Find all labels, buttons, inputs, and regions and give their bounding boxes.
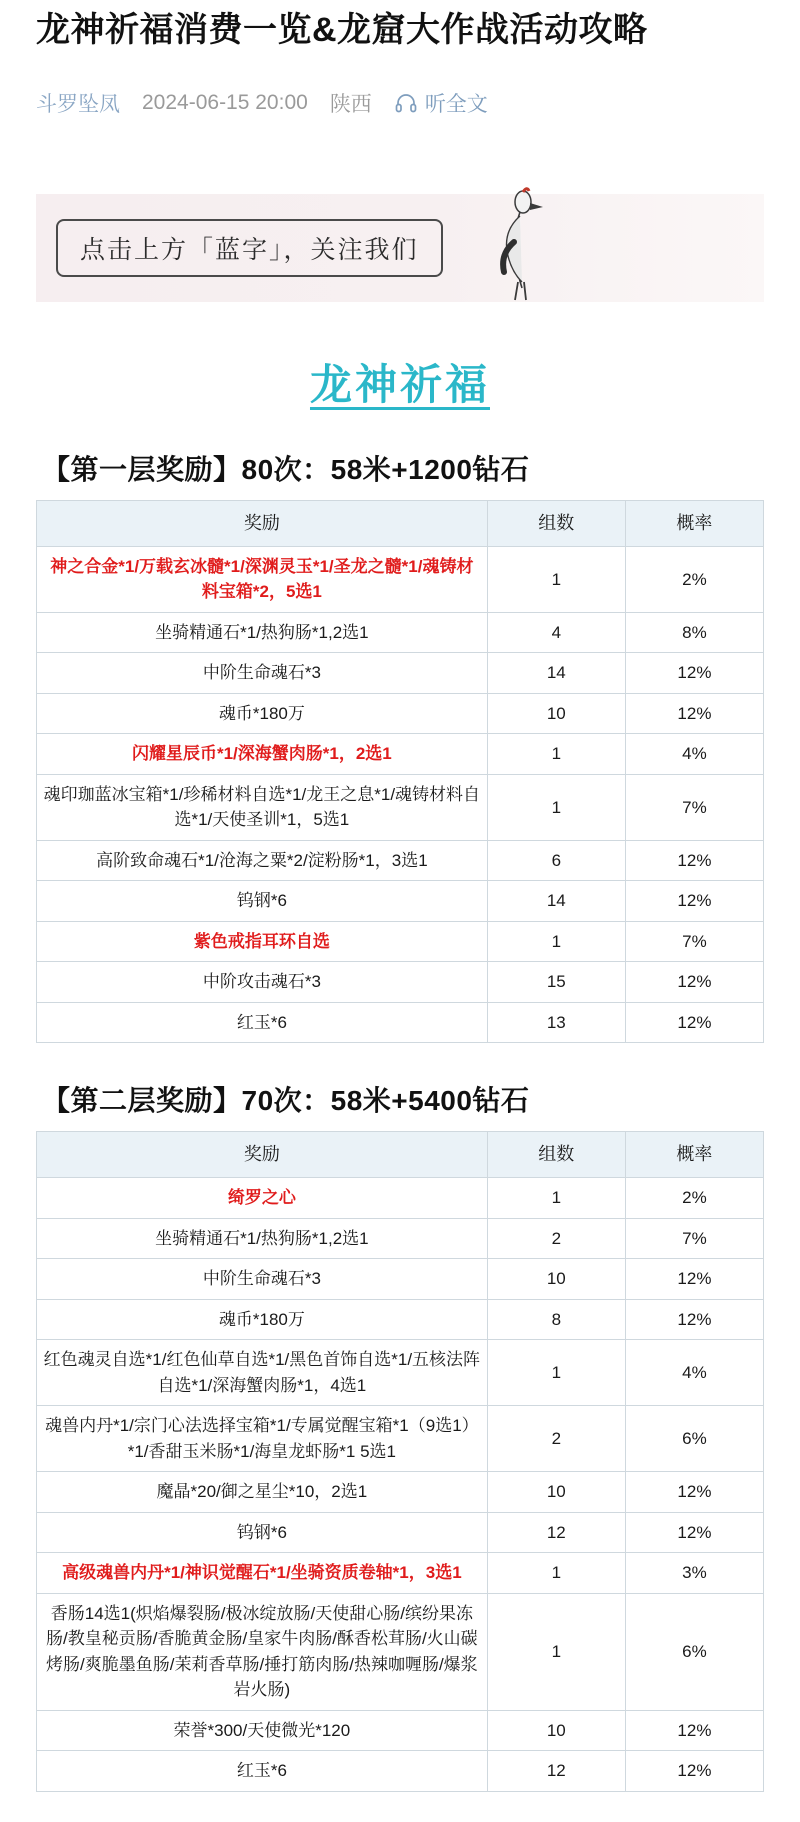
reward-cell: 红玉*6 (37, 1751, 488, 1792)
reward-cell: 高级魂兽内丹*1/神识觉醒石*1/坐骑资质卷轴*1，3选1 (37, 1553, 488, 1594)
tier-1-table (36, 500, 764, 1044)
table-row (37, 1340, 764, 1406)
groups-cell: 4 (487, 612, 625, 653)
rate-cell: 2% (625, 546, 763, 612)
groups-cell: 2 (487, 1218, 625, 1259)
author-name[interactable]: 斗罗坠凤 (36, 92, 120, 116)
reward-cell: 紫色戒指耳环自选 (37, 921, 488, 962)
groups-cell: 1 (487, 734, 625, 775)
column-header-reward: 奖励 (37, 500, 488, 546)
reward-cell: 钨钢*6 (37, 1512, 488, 1553)
groups-cell: 14 (487, 653, 625, 694)
table-row (37, 1593, 764, 1710)
groups-cell: 15 (487, 962, 625, 1003)
groups-cell: 12 (487, 1512, 625, 1553)
groups-cell: 10 (487, 693, 625, 734)
reward-cell: 魂币*180万 (37, 693, 488, 734)
groups-cell: 10 (487, 1710, 625, 1751)
rate-cell: 12% (625, 840, 763, 881)
reward-cell: 荣誉*300/天使微光*120 (37, 1710, 488, 1751)
table-row (37, 734, 764, 775)
groups-cell: 1 (487, 1178, 625, 1219)
table-row (37, 1178, 764, 1219)
tier-2-table (36, 1131, 764, 1792)
page-title: 龙神祈福消费一览&龙窟大作战活动攻略 (36, 11, 648, 49)
follow-us-banner[interactable] (36, 194, 764, 302)
groups-cell: 8 (487, 1299, 625, 1340)
reward-cell: 魂印珈蓝冰宝箱*1/珍稀材料自选*1/龙王之息*1/魂铸材料自选*1/天使圣训*1，5选1 (37, 774, 488, 840)
table-header-row (37, 500, 764, 546)
reward-cell: 魔晶*20/御之星尘*10，2选1 (37, 1472, 488, 1513)
groups-cell: 10 (487, 1259, 625, 1300)
tier-1-title: 【第一层奖励】80次：58米+1200钻石 (42, 453, 530, 485)
follow-us-text: 点击上方「蓝字」，关注我们 (56, 219, 443, 277)
table-row (37, 612, 764, 653)
reward-cell: 钨钢*6 (37, 881, 488, 922)
rate-cell: 7% (625, 774, 763, 840)
rate-cell: 7% (625, 1218, 763, 1259)
table-header-row (37, 1132, 764, 1178)
groups-cell: 1 (487, 1593, 625, 1710)
reward-cell: 闪耀星辰币*1/深海蟹肉肠*1，2选1 (37, 734, 488, 775)
article-page (0, 8, 800, 1822)
column-header-reward: 奖励 (37, 1132, 488, 1178)
table-row (37, 546, 764, 612)
reward-cell: 神之合金*1/万载玄冰髓*1/深渊灵玉*1/圣龙之髓*1/魂铸材料宝箱*2，5选1 (37, 546, 488, 612)
bottom-spacer (36, 1792, 764, 1822)
rate-cell: 12% (625, 1259, 763, 1300)
section-heading: 龙神祈福 (309, 360, 490, 408)
table-row (37, 693, 764, 734)
reward-cell: 坐骑精通石*1/热狗肠*1,2选1 (37, 1218, 488, 1259)
column-header-rate: 概率 (625, 1132, 763, 1178)
headphone-icon (394, 91, 418, 115)
reward-cell: 魂币*180万 (37, 1299, 488, 1340)
column-header-groups: 组数 (487, 1132, 625, 1178)
reward-cell: 高阶致命魂石*1/沧海之粟*2/淀粉肠*1，3选1 (37, 840, 488, 881)
table-row (37, 1299, 764, 1340)
rate-cell: 12% (625, 1002, 763, 1043)
rate-cell: 7% (625, 921, 763, 962)
rate-cell: 6% (625, 1406, 763, 1472)
rate-cell: 12% (625, 962, 763, 1003)
groups-cell: 2 (487, 1406, 625, 1472)
reward-cell: 绮罗之心 (37, 1178, 488, 1219)
groups-cell: 1 (487, 1553, 625, 1594)
publish-datetime: 2024-06-15 20:00 (142, 90, 308, 114)
reward-cell: 坐骑精通石*1/热狗肠*1,2选1 (37, 612, 488, 653)
rate-cell: 4% (625, 734, 763, 775)
listen-full-text-label: 听全文 (424, 92, 488, 116)
rate-cell: 12% (625, 653, 763, 694)
column-header-rate: 概率 (625, 500, 763, 546)
groups-cell: 1 (487, 546, 625, 612)
table-row (37, 1751, 764, 1792)
rate-cell: 12% (625, 1710, 763, 1751)
reward-cell: 香肠14选1(炽焰爆裂肠/极冰绽放肠/天使甜心肠/缤纷果冻肠/教皇秘贡肠/香脆黄金肠/皇家牛肉肠/酥香松茸肠/火山碳烤肠/爽脆墨鱼肠/茉莉香草肠/捶打筋肉肠/热辣咖喱肠/爆浆岩火肠) (37, 1593, 488, 1710)
reward-cell: 红色魂灵自选*1/红色仙草自选*1/黑色首饰自选*1/五核法阵自选*1/深海蟹肉肠*1，4选1 (37, 1340, 488, 1406)
groups-cell: 12 (487, 1751, 625, 1792)
groups-cell: 13 (487, 1002, 625, 1043)
reward-cell: 中阶生命魂石*3 (37, 653, 488, 694)
reward-cell: 红玉*6 (37, 1002, 488, 1043)
table-row (37, 1406, 764, 1472)
rate-cell: 12% (625, 1751, 763, 1792)
table-row (37, 653, 764, 694)
reward-cell: 中阶生命魂石*3 (37, 1259, 488, 1300)
table-row (37, 840, 764, 881)
groups-cell: 1 (487, 774, 625, 840)
table-row (37, 921, 764, 962)
rate-cell: 12% (625, 881, 763, 922)
column-header-groups: 组数 (487, 500, 625, 546)
tier-2-title: 【第二层奖励】70次：58米+5400钻石 (42, 1085, 530, 1117)
table-row (37, 1002, 764, 1043)
table-row (37, 1512, 764, 1553)
rate-cell: 2% (625, 1178, 763, 1219)
rate-cell: 12% (625, 1299, 763, 1340)
groups-cell: 10 (487, 1472, 625, 1513)
crane-illustration-icon (466, 182, 556, 302)
table-row (37, 962, 764, 1003)
groups-cell: 6 (487, 840, 625, 881)
table-row (37, 1218, 764, 1259)
rate-cell: 12% (625, 1472, 763, 1513)
rate-cell: 4% (625, 1340, 763, 1406)
table-row (37, 1472, 764, 1513)
listen-full-text-button[interactable] (394, 88, 488, 118)
groups-cell: 14 (487, 881, 625, 922)
table-row (37, 1710, 764, 1751)
rate-cell: 3% (625, 1553, 763, 1594)
rate-cell: 12% (625, 693, 763, 734)
groups-cell: 1 (487, 921, 625, 962)
publish-location: 陕西 (329, 92, 372, 116)
table-row (37, 1259, 764, 1300)
rate-cell: 6% (625, 1593, 763, 1710)
rate-cell: 8% (625, 612, 763, 653)
groups-cell: 1 (487, 1340, 625, 1406)
rate-cell: 12% (625, 1512, 763, 1553)
reward-cell: 魂兽内丹*1/宗门心法选择宝箱*1/专属觉醒宝箱*1（9选1）*1/香甜玉米肠*1/海皇龙虾肠*1 5选1 (37, 1406, 488, 1472)
reward-cell: 中阶攻击魂石*3 (37, 962, 488, 1003)
article-meta (36, 88, 764, 118)
table-row (37, 1553, 764, 1594)
table-row (37, 881, 764, 922)
table-row (37, 774, 764, 840)
